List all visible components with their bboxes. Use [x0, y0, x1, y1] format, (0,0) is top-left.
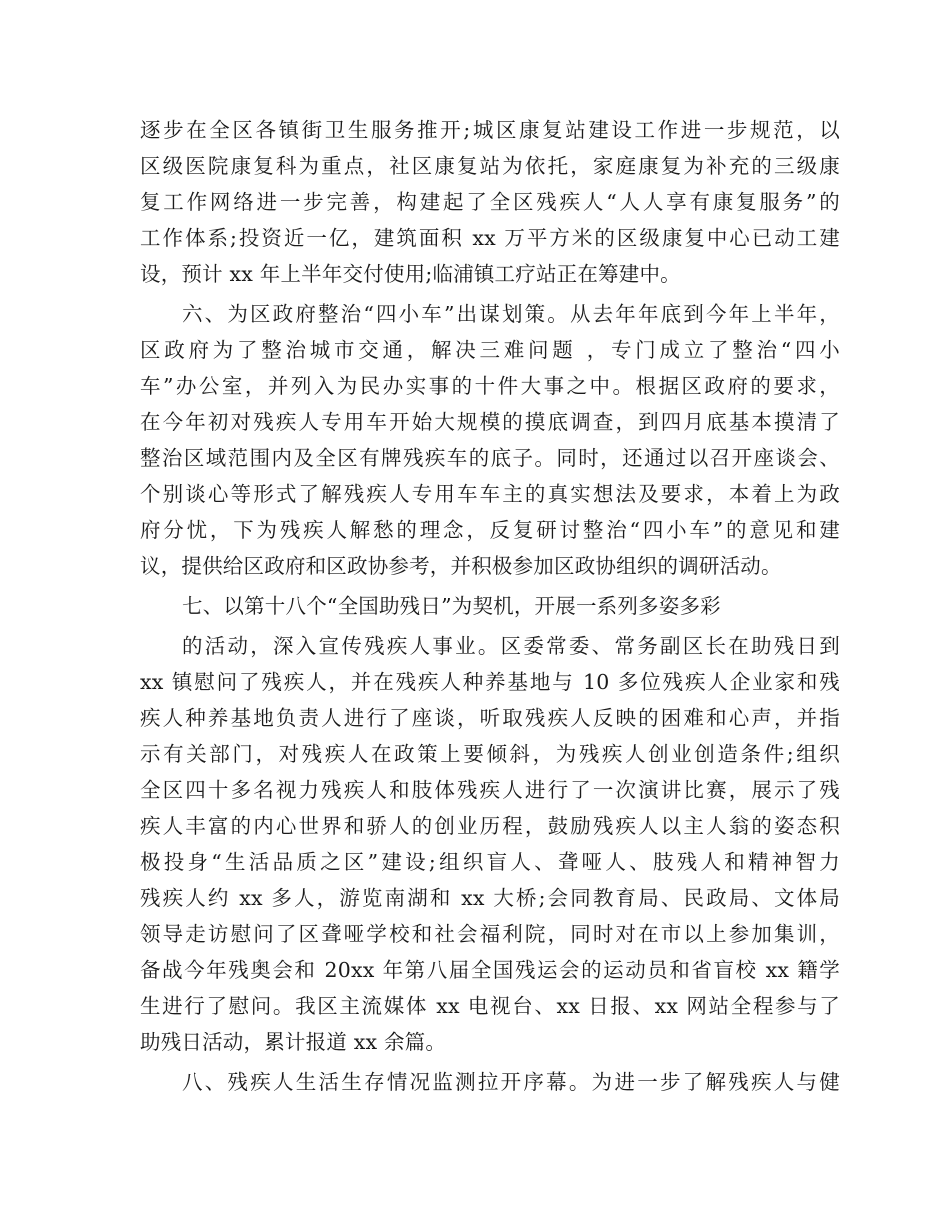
text-line-12: 府分忧，下为残疾人解愁的理念，反复研讨整治“四小车”的意见和建	[140, 518, 840, 542]
text-line-23: 领导走访慰问了区聋哑学校和社会福利院，同时对在市以上参加集训，	[140, 922, 840, 946]
text-line-20: 疾人丰富的内心世界和骄人的创业历程，鼓励残疾人以主人翁的姿态积	[140, 814, 840, 838]
text-line-4: 工作体系;投资近一亿，建筑面积 xx 万平方米的区级康复中心已动工建	[140, 226, 840, 250]
text-line-19: 全区四十多名视力残疾人和肢体残疾人进行了一次演讲比赛，展示了残	[140, 778, 840, 802]
text-line-18: 示有关部门，对残疾人在政策上要倾斜，为残疾人创业创造条件;组织	[140, 742, 840, 766]
text-line-25: 生进行了慰问。我区主流媒体 xx 电视台、xx 日报、xx 网站全程参与了	[140, 994, 840, 1018]
text-line-13: 议，提供给区政府和区政协参考，并积极参加区政协组织的调研活动。	[140, 554, 782, 578]
text-line-3: 复工作网络进一步完善，构建起了全区残疾人“人人享有康复服务”的	[140, 190, 840, 214]
text-line-15: 的活动，深入宣传残疾人事业。区委常委、常务副区长在助残日到	[182, 634, 840, 658]
text-line-27: 八、残疾人生活生存情况监测拉开序幕。为进一步了解残疾人与健	[182, 1070, 840, 1094]
text-line-8: 车”办公室，并列入为民办实事的十件大事之中。根据区政府的要求，	[140, 374, 840, 398]
text-line-16: xx 镇慰问了残疾人，并在残疾人种养基地与 10 多位残疾人企业家和残	[140, 670, 840, 694]
text-line-7: 区政府为了整治城市交通，解决三难问题 ，专门成立了整治“四小	[140, 338, 840, 362]
text-line-6: 六、为区政府整治“四小车”出谋划策。从去年年底到今年上半年，	[182, 302, 840, 326]
text-line-10: 整治区域范围内及全区有牌残疾车的底子。同时，还通过以召开座谈会、	[140, 446, 840, 470]
text-line-9: 在今年初对残疾人专用车开始大规模的摸底调查，到四月底基本摸清了	[140, 410, 840, 434]
text-line-11: 个别谈心等形式了解残疾人专用车车主的真实想法及要求，本着上为政	[140, 482, 840, 506]
text-line-5: 设，预计 xx 年上半年交付使用;临浦镇工疗站正在筹建中。	[140, 262, 681, 286]
text-line-14: 七、以第十八个“全国助残日”为契机，开展一系列多姿多彩	[182, 594, 721, 618]
text-line-21: 极投身“生活品质之区”建设;组织盲人、聋哑人、肢残人和精神智力	[140, 850, 840, 874]
text-line-26: 助残日活动，累计报道 xx 余篇。	[140, 1030, 447, 1054]
text-line-17: 疾人种养基地负责人进行了座谈，听取残疾人反映的困难和心声，并指	[140, 706, 840, 730]
text-line-1: 逐步在全区各镇街卫生服务推开;城区康复站建设工作进一步规范，以	[140, 118, 840, 142]
text-line-24: 备战今年残奥会和 20xx 年第八届全国残运会的运动员和省盲校 xx 籍学	[140, 958, 840, 982]
text-line-22: 残疾人约 xx 多人，游览南湖和 xx 大桥;会同教育局、民政局、文体局	[140, 886, 840, 910]
text-line-2: 区级医院康复科为重点，社区康复站为依托，家庭康复为补充的三级康	[140, 154, 840, 178]
